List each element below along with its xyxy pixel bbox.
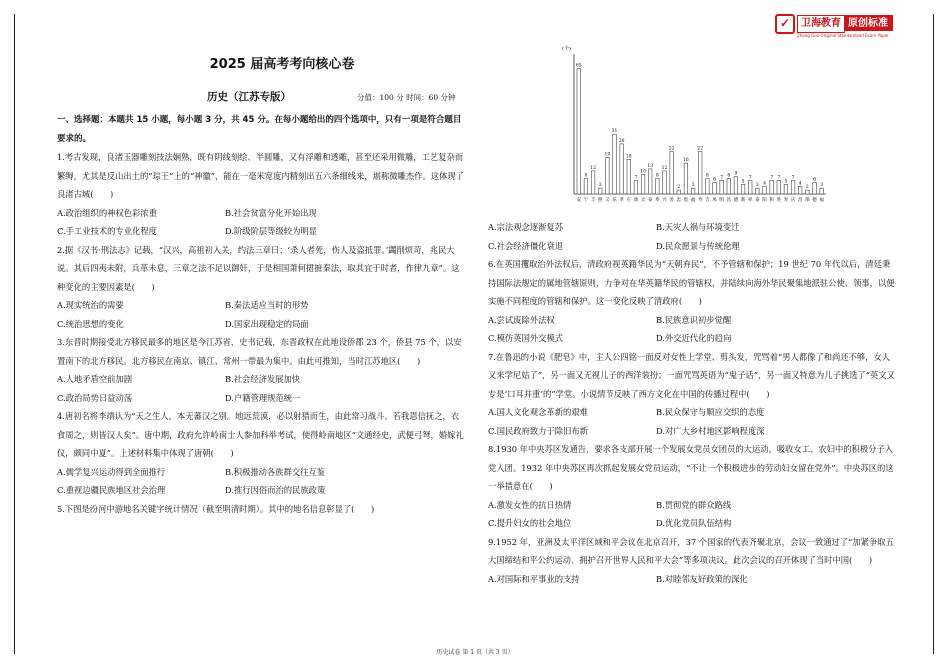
bar-value-label: 10 <box>640 169 646 175</box>
bar-value-label: 8 <box>655 173 659 179</box>
bar <box>606 157 610 194</box>
bar-value-label: 31 <box>611 129 618 135</box>
bar-value-label: 7 <box>791 175 795 181</box>
bar-value-label: 5 <box>784 179 788 185</box>
bar <box>734 177 738 194</box>
category-label: 明 <box>719 198 724 203</box>
category-label: 恩 <box>683 198 689 203</box>
bar-value-label: 12 <box>590 165 596 171</box>
category-label: 德 <box>733 198 739 203</box>
logo-part1: 卫海教育 <box>797 15 845 33</box>
category-label: 丰 <box>590 198 596 203</box>
category-label: 忠 <box>676 198 682 203</box>
option-row <box>57 296 467 315</box>
bar <box>620 144 624 194</box>
bar <box>820 188 824 194</box>
category-label: 德 <box>812 198 817 203</box>
answer-option: B.民族意识初步觉醒 <box>656 314 732 325</box>
answer-option: D.推行因俗而治的民族政策 <box>225 485 326 495</box>
category-label: 兴 <box>662 198 667 203</box>
bar <box>798 186 802 194</box>
bar <box>684 163 688 194</box>
bar <box>670 152 674 194</box>
answer-option: C.政治局势日益动荡 <box>57 392 133 403</box>
bar-value-label: 7 <box>748 175 752 181</box>
bar <box>770 181 774 195</box>
category-label: 孝 <box>619 198 624 203</box>
bar-value-label: 22 <box>697 146 704 152</box>
bar <box>720 181 724 195</box>
category-label: 照 <box>597 198 603 203</box>
answer-option: C.提升妇女的社会地位 <box>488 518 572 528</box>
category-label: 善 <box>669 198 674 203</box>
bar-value-label: 6 <box>813 177 816 183</box>
bar-value-label: 22 <box>668 146 675 152</box>
answer-option: D.民众愿景与传统伦理 <box>656 240 740 251</box>
answer-option: A.国人文化观念革新的艰难 <box>488 407 588 417</box>
answer-option: B.对睦邻友好政策的深化 <box>656 573 748 584</box>
bar-value-label: 6 <box>713 177 716 183</box>
option-row <box>57 370 467 389</box>
right-column <box>488 218 898 588</box>
question-stem: 8.1930 年中央苏区发通告，要求各支部开展一个发展女党员女团员的大运动，吸收女工、农妇中的积极分子入党入团。1932 年中央苏区再次抓起发展女党员运动，“不让一个积极进步的劳动妇女留在党外”。中央苏区的这一举措意在( ) <box>488 444 894 491</box>
category-label: 庄 <box>626 198 632 203</box>
bar-value-label: 3 <box>691 183 695 189</box>
question-stem: 6.在英国攫取治外法权后，清政府视英籍华民为“天朝弃民”，不予管辖和保护；19 世纪 70 年代以后，清廷秉持国际法规定的属地管辖原则，力争对在华英籍华民的管辖权，并陆续向海外华民聚集地派驻公使、领事，以便实施不同程度的管辖和保护。这一变化反映了清政府( ) <box>488 259 895 306</box>
bar-value-label: 8 <box>727 173 731 179</box>
category-label: 昌 <box>726 198 732 203</box>
bar <box>656 179 660 194</box>
option-row <box>57 204 467 223</box>
bar-value-label: 2 <box>805 185 809 191</box>
category-label: 阳 <box>762 198 767 203</box>
option-row <box>57 389 467 408</box>
bar-value-label: 7 <box>634 175 638 181</box>
bar-value-label: 8 <box>705 173 709 179</box>
check-icon: ✓ <box>775 14 795 34</box>
bar <box>706 179 710 194</box>
category-label: 太 <box>640 198 646 203</box>
category-label: 吉 <box>705 198 710 203</box>
category-label: 安 <box>576 198 582 203</box>
bar-value-label: 7 <box>720 175 724 181</box>
option-row <box>57 315 467 334</box>
bar-value-label: 5 <box>741 179 745 185</box>
category-label: 福 <box>690 198 696 203</box>
question-list-left <box>57 148 467 518</box>
category-label: 昌 <box>797 198 803 203</box>
bar-value-label: 2 <box>677 185 681 191</box>
answer-option: D.阶级阶层等级较为明显 <box>225 226 317 236</box>
bar-value-label: 16 <box>683 158 689 164</box>
bar <box>577 69 581 194</box>
bar <box>777 181 781 195</box>
bar <box>784 184 788 194</box>
subject-name: 历史（江苏专版） <box>207 91 291 103</box>
category-label: 康 <box>633 198 639 203</box>
bar-value-label: 3 <box>598 183 602 189</box>
option-row <box>488 329 898 348</box>
bar <box>627 159 631 194</box>
category-label: 祥 <box>747 198 753 203</box>
place-name-chart <box>560 44 830 214</box>
answer-option: C.重视边疆民族地区社会治理 <box>57 485 166 495</box>
question-stem: 3.东晋时期接受北方移民最多的地区是今江苏省，史书记载，东晋政权在此地设侨郡 23 个，侨县 75 个，以安置南下的北方移民。北方移民在南京、镇江、常州一带最为集中。由此可推知，当时江苏地区( ) <box>57 337 462 366</box>
question-stem: 9.1952 年，亚洲及太平洋区域和平会议在北京召开，37 个国家的代表齐聚北京，会议一致通过了“加紧争取五大国缔结和平公约运动、拥护召开世界人民和平大会”等多项决议。此次会议的召开体现了当时中国( ) <box>488 536 894 565</box>
answer-option: D.国家出现稳定的局面 <box>225 318 309 329</box>
category-label: 进 <box>776 198 782 203</box>
category-label: 寿 <box>783 198 789 203</box>
category-label: 义 <box>605 198 610 203</box>
bar <box>698 152 702 194</box>
bar <box>613 134 617 194</box>
question-stem: 2.据《汉书·刑法志》记载，“汉兴，高祖初入关，约法三章曰：‘杀人者死，伤人及盗抵罪。’蠲削烦苛，兆民大说。其后四夷未附，兵革未息，三章之法不足以御奸，于是相国萧何捃摭秦法，取其宜于时者，作律九章”。这种变化的主要因素是( ) <box>57 244 460 292</box>
bar-value-label: 4 <box>763 181 766 187</box>
bar <box>763 186 767 194</box>
answer-option: B.天灾人祸与环境变迁 <box>656 222 740 232</box>
option-row <box>488 237 898 256</box>
category-label: 泰 <box>755 198 760 203</box>
question-stem: 4.唐初名将李靖认为“天之生人，本无蕃汉之别。地远荒漠，必以射猎而生，由此常习战斗。若我恩信抚之，衣食周之，则皆汉人矣”。唐中期，政府允许岭南士人参加科举考试，使得岭南地区“文通经史，武便弓弩，婚嫁礼仪，颇同中夏”。上述材料集中体现了唐朝( ) <box>57 411 464 458</box>
bar-value-label: 3 <box>755 183 759 189</box>
bar-value-label: 3 <box>820 183 824 189</box>
answer-option: D.对广大乡村地区影响程度深 <box>656 425 765 436</box>
bar <box>713 182 717 194</box>
option-row <box>488 514 898 533</box>
answer-option: B.民众保守与顺应交织的态度 <box>656 407 765 417</box>
answer-option: D.户籍管理规范统一 <box>225 392 301 403</box>
option-row <box>488 403 898 422</box>
question-list-right <box>488 218 898 588</box>
bar-value-label: 9 <box>734 171 738 177</box>
answer-option: B.积极推动各族群交往互鉴 <box>225 466 326 477</box>
bar <box>641 175 645 194</box>
bar <box>591 171 595 194</box>
bar-value-label: 26 <box>618 138 625 144</box>
bar <box>756 188 760 194</box>
category-label: 保 <box>805 198 810 203</box>
bar-value-label: 13 <box>647 163 654 169</box>
category-label: 乐 <box>612 198 617 203</box>
option-row <box>488 218 898 237</box>
bar-value-label: 7 <box>777 175 781 181</box>
answer-option: C.社会经济僵化衰退 <box>488 240 564 251</box>
category-label: 泰 <box>647 198 653 203</box>
answer-option: A.激发女性的抗日热情 <box>488 499 572 510</box>
option-row <box>57 463 467 482</box>
answer-option: A.尝试废除外法权 <box>488 314 555 325</box>
bar <box>634 181 638 195</box>
publisher-logo <box>775 14 893 47</box>
answer-option: D.外交近代化的趋向 <box>656 333 732 343</box>
subject-line <box>57 87 467 111</box>
option-row <box>488 496 898 515</box>
option-row <box>488 570 898 589</box>
section-instructions: 一、选择题：本题共 15 小题，每小题 3 分，共 45 分。在每小题给出的四个选项中，只有一项是符合题目要求的。 <box>57 115 462 144</box>
y-axis-label: (个) <box>562 46 571 52</box>
answer-option: A.人地矛盾空前加剧 <box>57 374 133 384</box>
bar <box>691 188 695 194</box>
bar-value-label: 8 <box>584 173 588 179</box>
logo-part2: 原创标准卷 <box>845 15 893 31</box>
bar <box>791 181 795 195</box>
bar-value-label: 65 <box>575 63 582 69</box>
bar <box>727 179 731 194</box>
category-label: 福 <box>819 198 824 203</box>
answer-option: B.秦法适应当时的形势 <box>225 300 309 310</box>
question-stem: 7.在鲁迅的小说《肥皂》中，主人公四铭一面反对女性上学堂、剪头发，咒骂着“男人都像了和尚还不够，女人又来学尼姑了”，另一面又无视儿子的西洋装扮；一面咒骂英语为“鬼子话”，另一面又特意为儿子挑选了“英文又专是‘口耳并重’的”学堂。小说情节反映了西方文化在中国的传播过程中( ) <box>488 351 895 399</box>
answer-option: A.对国际和平事业的支持 <box>488 573 580 584</box>
answer-option: A.宗法观念逐渐复苏 <box>488 222 564 232</box>
bar <box>648 169 652 194</box>
bar <box>598 188 602 194</box>
answer-option: B.社会贫富分化开始出现 <box>225 207 317 218</box>
bar-value-label: 19 <box>604 152 611 158</box>
answer-option: C.国民政府致力于除旧布新 <box>488 425 588 436</box>
category-label: 宁 <box>583 198 589 203</box>
option-row <box>488 422 898 441</box>
option-row <box>57 222 467 241</box>
left-column <box>57 55 467 518</box>
bar-value-label: 18 <box>625 154 632 160</box>
answer-option: C.手工业技术的专业化程度 <box>57 226 157 236</box>
answer-option: A.政治组织的神权色彩浓重 <box>57 207 157 218</box>
question-stem: 1.考古发现，良渚玉器雕刻技法娴熟，既有阴线刻绘、半圆雕，又有浮雕和透雕，甚至还采用微雕，工艺复杂而繁缛，尤其是反山出土的“琮王”上的“神徽”，能在一毫米宽度内精刻出五六条细线来，堪称微雕杰作。这体现了良渚古城( ) <box>57 152 464 199</box>
answer-option: B.贯彻党的群众路线 <box>656 499 732 510</box>
question-stem: 5.下图是汾河中游地名关键字统计情况（截至明清时期）。其中的地名信息彰显了( ) <box>57 503 375 514</box>
logo-tagline: Zhang Guo Original Standardized Exam Paper <box>797 33 889 38</box>
bar <box>677 190 681 194</box>
exam-title: 2025 届高考考向核心卷 <box>209 57 355 72</box>
bar-value-label: 12 <box>661 165 668 171</box>
answer-option: A.儒学复兴运动得到全面推行 <box>57 466 166 477</box>
bar <box>813 182 817 194</box>
bar <box>663 171 667 194</box>
bar-value-label: 4 <box>798 181 802 187</box>
bar-value-label: 7 <box>770 175 774 181</box>
bar <box>741 184 745 194</box>
answer-option: C.模仿英国外交模式 <box>488 333 564 343</box>
score-time: 分值：100 分 时间：60 分钟 <box>357 93 456 102</box>
answer-option: A.现实统治的需要 <box>57 300 124 310</box>
page-footer: 历史试卷 第 1 页（共 3 页） <box>436 649 514 656</box>
answer-option: C.统治思想的变化 <box>57 318 124 329</box>
answer-option: B.社会经济发展加快 <box>225 374 301 384</box>
category-label: 寿 <box>697 198 703 203</box>
category-label: 凤 <box>712 198 717 203</box>
category-label: 和 <box>769 198 774 203</box>
bar <box>748 181 752 195</box>
bar <box>584 179 588 194</box>
category-label: 奉 <box>655 198 660 203</box>
category-label: 新 <box>740 198 746 203</box>
answer-option: D.优化党员队伍结构 <box>656 518 732 528</box>
option-row <box>57 481 467 500</box>
category-label: 庆 <box>790 198 796 203</box>
option-row <box>488 311 898 330</box>
bar <box>806 190 810 194</box>
